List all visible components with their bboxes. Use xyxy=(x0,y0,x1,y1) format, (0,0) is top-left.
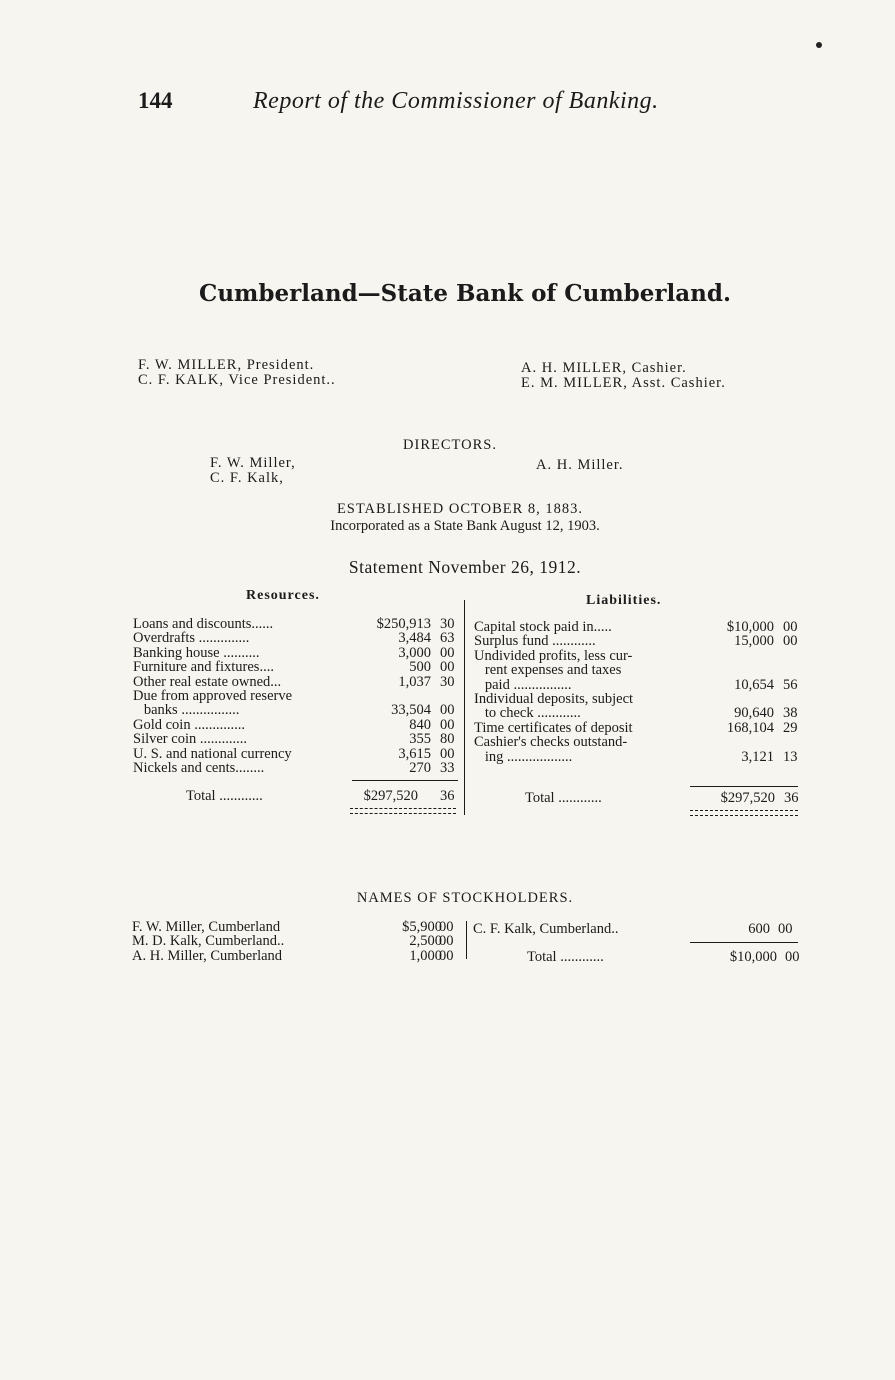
liabilities-sum-rule xyxy=(690,786,798,787)
liability-row xyxy=(474,678,804,693)
officer-right-1: A. H. MILLER, Cashier. xyxy=(521,360,687,376)
liability-cents: 56 xyxy=(783,676,798,693)
resource-label: Other real estate owned... xyxy=(133,673,282,690)
stockholder-left-row xyxy=(132,920,462,935)
stockholder-left-cents: 00 xyxy=(439,933,454,950)
resources-total-dollars: $297,520 xyxy=(363,788,418,804)
resource-cents: 00 xyxy=(440,745,455,762)
resource-cents: 63 xyxy=(440,630,455,647)
stockholder-right-dollars: 600 xyxy=(748,921,770,937)
resource-label: Due from approved reserve xyxy=(133,688,293,704)
resource-dollars: 3,000 xyxy=(398,644,431,661)
liability-row xyxy=(474,663,804,678)
column-divider xyxy=(464,600,465,815)
liability-row xyxy=(474,706,804,721)
liability-dollars: 3,121 xyxy=(741,748,774,765)
liability-dollars: 10,654 xyxy=(734,676,774,693)
stockholders-heading: NAMES OF STOCKHOLDERS. xyxy=(356,890,574,906)
officer-right-2: E. M. MILLER, Asst. Cashier. xyxy=(521,375,726,391)
officer-left-1: F. W. MILLER, President. xyxy=(138,357,315,373)
stockholder-left-dollars: $5,900 xyxy=(402,919,442,935)
page-number: 144 xyxy=(138,88,173,113)
stockholder-left-label: M. D. Kalk, Cumberland.. xyxy=(132,933,285,950)
resource-label: U. S. and national currency xyxy=(133,745,292,762)
liability-dollars: 168,104 xyxy=(726,719,774,736)
stockholders-total-row xyxy=(527,950,807,965)
resource-cents: 30 xyxy=(440,616,455,632)
resource-dollars: 33,504 xyxy=(391,702,431,719)
liability-dollars: $10,000 xyxy=(726,619,774,635)
stockholder-left-dollars: 1,000 xyxy=(409,947,442,964)
resource-label: Furniture and fixtures.... xyxy=(133,659,274,676)
stockholder-left-row xyxy=(132,934,462,949)
stockholder-left-cents: 00 xyxy=(439,947,454,964)
resource-row xyxy=(133,689,463,704)
incorporated-line: Incorporated as a State Bank August 12, 1903. xyxy=(330,518,600,534)
resource-dollars: 270 xyxy=(409,760,431,776)
liability-label: Individual deposits, subject xyxy=(474,691,634,707)
resource-dollars: 3,484 xyxy=(398,630,431,647)
resource-label: Nickels and cents........ xyxy=(133,760,265,776)
resource-cents: 30 xyxy=(440,673,455,690)
liabilities-heading: Liabilities. xyxy=(586,593,662,608)
stockholder-left-dollars: 2,500 xyxy=(409,933,442,950)
liability-label: to check ............ xyxy=(474,705,581,722)
liability-cents: 13 xyxy=(783,748,798,765)
resource-row xyxy=(133,617,463,632)
ink-spot xyxy=(816,42,822,48)
resource-label: Gold coin .............. xyxy=(133,716,245,733)
stockholder-right-cents: 00 xyxy=(778,921,793,937)
liability-row xyxy=(474,634,804,649)
resource-cents: 00 xyxy=(440,644,455,661)
stockholders-total-label: Total ............ xyxy=(527,949,604,965)
stockholder-left-row xyxy=(132,949,462,964)
stockholder-right-row xyxy=(473,922,803,937)
liability-row xyxy=(474,721,804,736)
liabilities-total-label: Total ............ xyxy=(525,790,602,806)
stockholder-right-name: C. F. Kalk, Cumberland.. xyxy=(473,921,619,937)
resources-total-row xyxy=(186,789,466,804)
director-left-1: F. W. Miller, xyxy=(210,455,296,471)
resource-dollars: 1,037 xyxy=(398,673,431,690)
liability-dollars: 15,000 xyxy=(734,633,774,650)
stockholders-total-cents: 00 xyxy=(785,949,800,965)
resource-row xyxy=(133,718,463,733)
liability-cents: 38 xyxy=(783,705,798,722)
resource-label: Overdrafts .............. xyxy=(133,630,250,647)
liability-row xyxy=(474,649,804,664)
resource-cents: 33 xyxy=(440,760,455,776)
resource-row xyxy=(133,646,463,661)
officer-left-2: C. F. KALK, Vice President.. xyxy=(138,372,336,388)
resources-total-double-rule xyxy=(350,808,456,814)
bank-title: Cumberland—State Bank of Cumberland. xyxy=(199,280,731,307)
resources-sum-rule xyxy=(352,780,458,781)
stockholders-total-dollars: $10,000 xyxy=(729,949,777,965)
resource-dollars: 500 xyxy=(409,659,431,676)
resource-dollars: 3,615 xyxy=(398,745,431,762)
resource-cents: 00 xyxy=(440,702,455,719)
resource-dollars: 355 xyxy=(409,731,431,748)
resources-heading: Resources. xyxy=(246,588,320,603)
liabilities-total-dollars: $297,520 xyxy=(720,790,775,806)
liability-label: ing .................. xyxy=(474,748,573,765)
liability-cents: 00 xyxy=(783,619,798,635)
liability-dollars: 90,640 xyxy=(734,705,774,722)
statement-title: Statement November 26, 1912. xyxy=(348,557,582,577)
liability-label: Cashier's checks outstand- xyxy=(474,734,628,751)
liability-label: Time certificates of deposit xyxy=(474,719,633,736)
resource-dollars: $250,913 xyxy=(376,616,431,632)
stockholder-left-cents: 00 xyxy=(439,919,454,935)
resource-cents: 80 xyxy=(440,731,455,748)
liability-row xyxy=(474,692,804,707)
liabilities-total-cents: 36 xyxy=(784,790,799,806)
liability-label: paid ................ xyxy=(474,676,572,693)
resource-row xyxy=(133,660,463,675)
resource-row xyxy=(133,703,463,718)
resource-label: Loans and discounts...... xyxy=(133,616,274,632)
liabilities-total-row xyxy=(525,791,805,806)
resources-total-cents: 36 xyxy=(440,788,455,804)
director-left-2: C. F. Kalk, xyxy=(210,470,284,486)
liability-row xyxy=(474,750,804,765)
resource-row xyxy=(133,747,463,762)
resource-label: Banking house .......... xyxy=(133,644,260,661)
liabilities-total-double-rule xyxy=(690,810,798,816)
resource-cents: 00 xyxy=(440,716,455,733)
stockholder-left-label: F. W. Miller, Cumberland xyxy=(132,919,281,935)
liability-row xyxy=(474,620,804,635)
stockholders-divider xyxy=(466,921,467,959)
resource-dollars: 840 xyxy=(409,716,431,733)
liability-label: Capital stock paid in..... xyxy=(474,619,612,635)
resource-row xyxy=(133,732,463,747)
resource-row xyxy=(133,631,463,646)
resource-row xyxy=(133,675,463,690)
stockholder-left-label: A. H. Miller, Cumberland xyxy=(132,947,283,964)
liability-cents: 29 xyxy=(783,719,798,736)
liability-row xyxy=(474,735,804,750)
liability-label: Undivided profits, less cur- xyxy=(474,647,633,664)
established-line: ESTABLISHED OCTOBER 8, 1883. xyxy=(336,501,584,517)
stockholders-sum-rule xyxy=(690,942,798,943)
resource-label: Silver coin ............. xyxy=(133,731,247,748)
resources-total-label: Total ............ xyxy=(186,788,263,804)
directors-heading: DIRECTORS. xyxy=(403,437,497,453)
liability-label: rent expenses and taxes xyxy=(474,662,622,679)
running-title: Report of the Commissioner of Banking. xyxy=(253,88,659,114)
director-right-1: A. H. Miller. xyxy=(536,457,624,473)
resource-cents: 00 xyxy=(440,659,455,676)
resource-label: banks ................ xyxy=(133,702,240,719)
liability-cents: 00 xyxy=(783,633,798,650)
resource-row xyxy=(133,761,463,776)
liability-label: Surplus fund ............ xyxy=(474,633,596,650)
